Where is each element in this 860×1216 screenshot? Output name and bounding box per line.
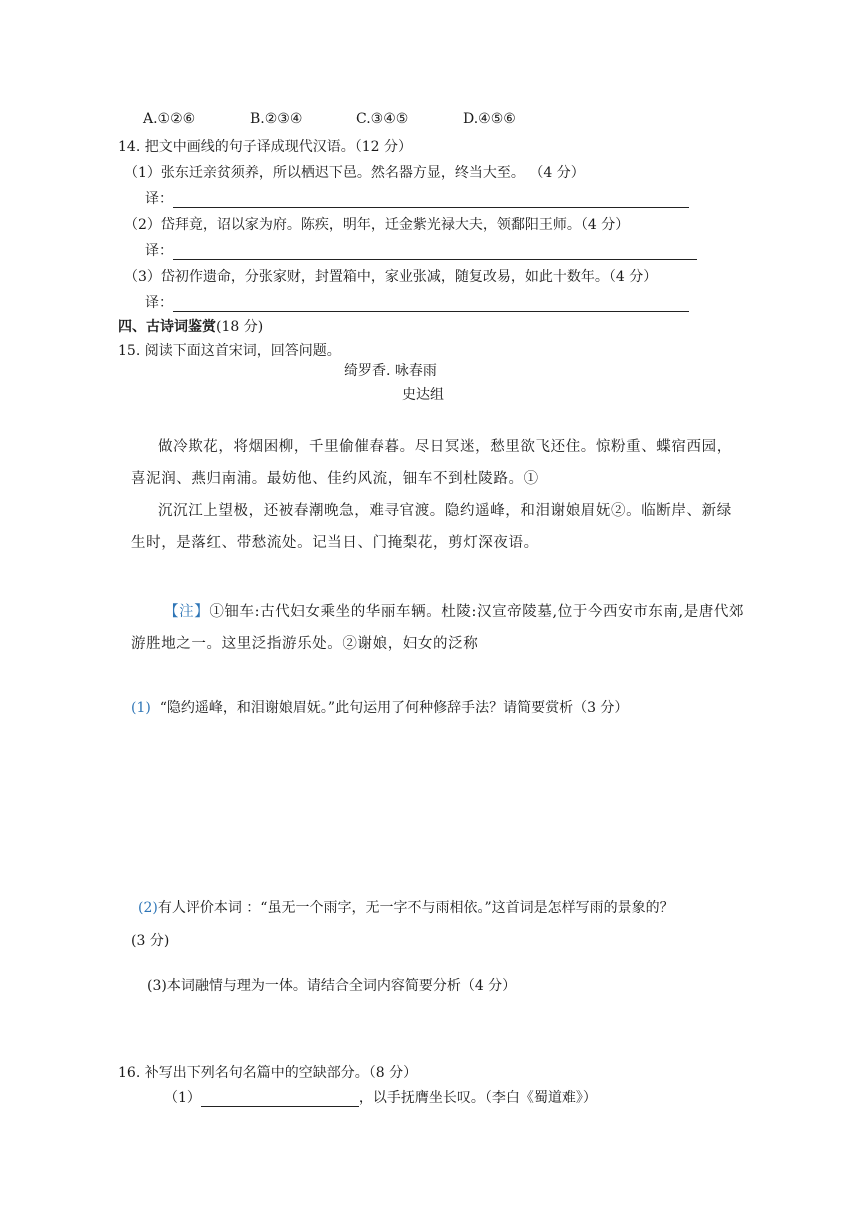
option-b: B.②③④ xyxy=(250,111,303,127)
sub1-text: “隐约遥峰，和泪谢娘眉妩。”此句运用了何种修辞手法？请简要赏析（3 分） xyxy=(159,700,629,716)
q14-item-2: （2）岱拜竟，诏以家为府。陈疾，明年，迁金紫光禄大夫，领鄱阳王师。（4 分） xyxy=(124,217,630,233)
sub1-number: (1) xyxy=(131,700,151,716)
answer-line[interactable] xyxy=(173,193,689,208)
q16-item-1 xyxy=(164,1087,597,1107)
q15-title: 15. 阅读下面这首宋词，回答问题。 xyxy=(118,343,341,359)
note-label: 【注】 xyxy=(164,604,210,620)
sub2-number: (2) xyxy=(138,900,158,916)
poem-title: 绮罗香. 咏春雨 xyxy=(344,363,437,379)
item1-number: （1） xyxy=(164,1090,201,1106)
q14-answer-row-3 xyxy=(145,292,689,312)
poem-author: 史达组 xyxy=(402,387,444,403)
poem-para1-line1: 做冷欺花，将烟困柳，千里偷催春暮。尽日冥迷，愁里欲飞还住。惊粉重、蝶宿西园， xyxy=(158,439,732,455)
q15-sub2 xyxy=(138,897,674,917)
answer-label: 译： xyxy=(145,295,173,311)
poem-para2-line2: 生时，是落红、带愁流处。记当日、门掩梨花，剪灯深夜语。 xyxy=(131,535,539,551)
q14-item-1: （1）张东迁亲贫须养，所以栖迟下邑。然名器方显，终当大至。 （4 分） xyxy=(124,165,585,181)
q16-title: 16. 补写出下列名句名篇中的空缺部分。（8 分） xyxy=(118,1065,418,1081)
q14-item-3: （3）岱初作遗命，分张家财，封置箱中，家业张减，随复改易，如此十数年。（4 分） xyxy=(124,269,658,285)
answer-line[interactable] xyxy=(173,297,689,312)
section4-points: (18 分) xyxy=(216,319,264,335)
q14-title: 14. 把文中画线的句子译成现代汉语。（12 分） xyxy=(118,139,412,155)
poem-note-line2: 游胜地之一。这里泛指游乐处。②谢娘，妇女的泛称 xyxy=(131,636,479,652)
note-text: ①钿车:古代妇女乘坐的华丽车辆。杜陵:汉宣帝陵墓,位于今西安市东南,是唐代郊 xyxy=(209,604,745,620)
q14-answer-row-2 xyxy=(145,240,697,260)
answer-label: 译： xyxy=(145,243,173,259)
q15-sub3: (3)本词融情与理为一体。请结合全词内容简要分析（4 分） xyxy=(147,978,517,994)
option-c: C.③④⑤ xyxy=(356,111,409,127)
q15-sub2-points: (3 分) xyxy=(131,933,170,949)
option-d: D.④⑤⑥ xyxy=(463,111,516,127)
answer-line[interactable] xyxy=(173,245,697,260)
fill-blank-line[interactable] xyxy=(201,1092,359,1107)
item1-text: ，以手抚膺坐长叹。（李白《蜀道难》） xyxy=(358,1090,597,1106)
poem-para2-line1: 沉沉江上望极，还被春潮晚急，难寻官渡。隐约遥峰，和泪谢娘眉妩②。临断岸、新绿 xyxy=(158,503,732,519)
poem-note-line1 xyxy=(164,600,744,621)
q14-answer-row-1 xyxy=(145,188,689,208)
poem-para1-line2: 喜泥润、燕归南浦。最妨他、佳约风流，钿车不到杜陵路。① xyxy=(131,471,539,487)
section4-title: 四、古诗词鉴赏 xyxy=(118,319,216,335)
q15-sub1 xyxy=(131,697,628,717)
sub2-text: 有人评价本词 ：“虽无一个雨字，无一字不与雨相依。”这首词是怎样写雨的景象的？ xyxy=(157,900,674,916)
answer-label: 译： xyxy=(145,191,173,207)
section4-heading xyxy=(118,316,263,336)
option-a: A.①②⑥ xyxy=(143,111,196,127)
